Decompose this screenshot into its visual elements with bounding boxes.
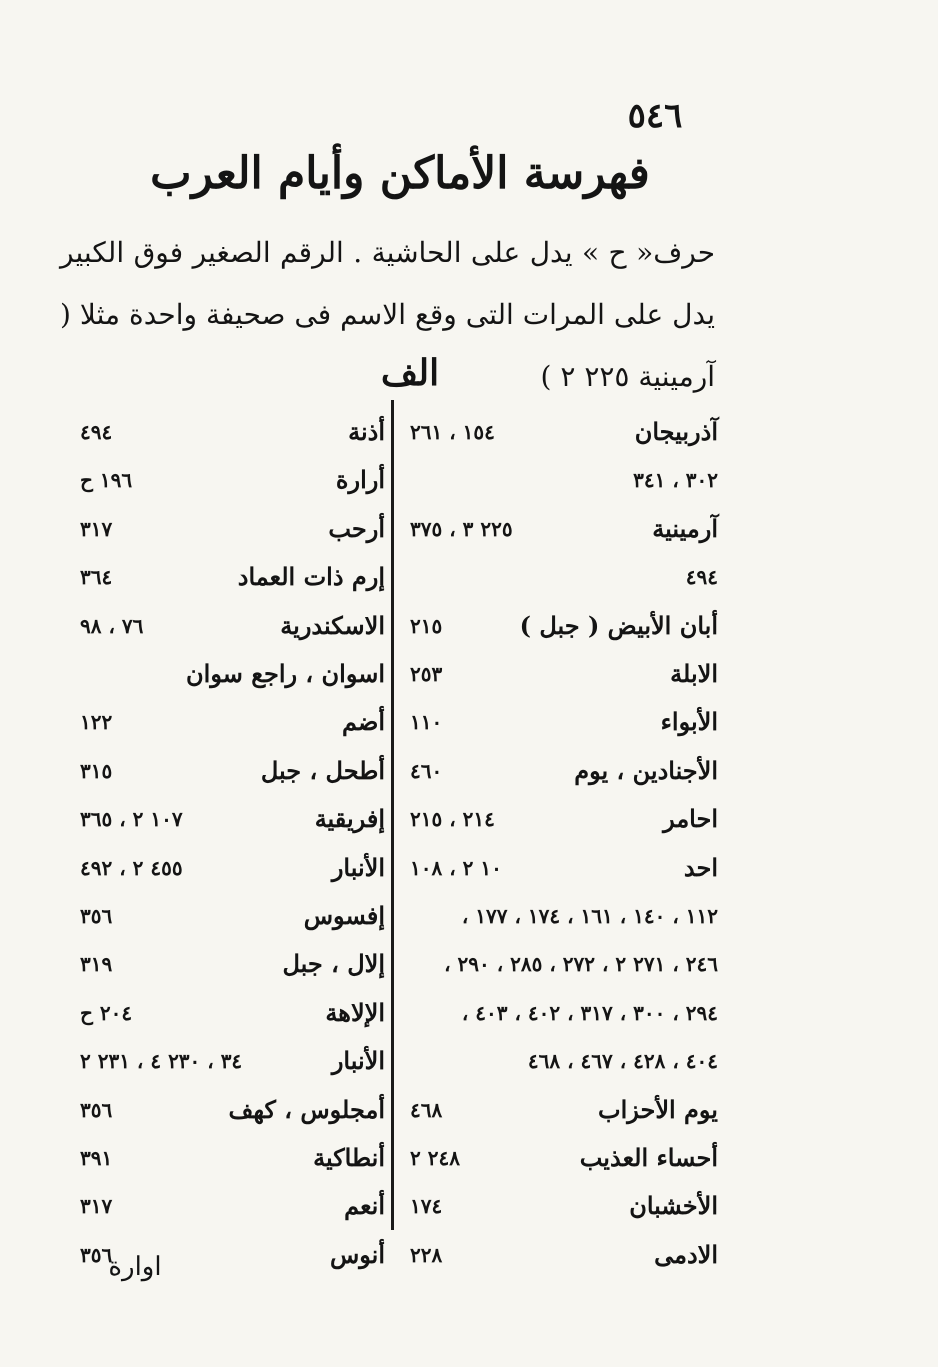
page-references: ٤٠٤ ، ٤٢٨ ، ٤٦٧ ، ٤٦٨ [527, 1049, 718, 1074]
place-name: أذنة [348, 417, 385, 446]
page-references: ٢٢٥ ٣ ، ٣٧٥ [410, 516, 513, 541]
intro-paragraph: حرف« ح » يدل على الحاشية . الرقم الصغير فوق الكبير يدل على المرات التى وقع الاسم فى صحيفة واحدة مثلا ( آرمينية ٢٢٥ ٢ ) [60, 236, 715, 393]
page-references: ٣١٧ [80, 1194, 113, 1219]
index-entry [400, 848, 718, 888]
section-heading: الف [380, 352, 440, 394]
place-name: إرم ذات العماد [237, 562, 385, 592]
page-references: ١٠٧ ٢ ، ٣٦٥ [80, 807, 183, 832]
place-name: أبان الأبيض ( جبل ) [519, 610, 718, 640]
place-name: آرمينية [652, 513, 718, 543]
place-name: أرارة [335, 465, 385, 495]
place-name: أضم [341, 707, 385, 737]
index-entry [70, 944, 385, 984]
page-references: ١٧٤ [410, 1194, 443, 1219]
place-name: إفسوس [303, 901, 385, 930]
page-references: ١١٠ [410, 710, 443, 735]
page-references: ٢١٤ ، ٢١٥ [410, 807, 495, 832]
place-name: آذربيجان [634, 417, 718, 446]
index-entry [70, 1041, 385, 1081]
index-entry [400, 1090, 718, 1130]
page-references: ٣٠٢ ، ٣٤١ [633, 468, 718, 493]
index-entry [70, 896, 385, 936]
page-references: ٢٥٣ [410, 662, 443, 686]
page-references: ٣٥٦ [80, 904, 113, 928]
index-entry [400, 896, 718, 936]
index-entry [400, 702, 718, 742]
page-references: ٢٤٨ ٢ [410, 1146, 460, 1170]
page-references: ١٠ ٢ ، ١٠٨ [410, 855, 502, 880]
page-references: ٣١٧ [80, 516, 113, 541]
page-references: ٣٩١ [80, 1146, 113, 1170]
index-entry [70, 412, 385, 452]
place-name: الأبواء [660, 707, 718, 737]
page-references: ٣٤ ، ٢٣٠ ٤ ، ٢٣١ ٢ [80, 1049, 243, 1074]
page-references: ٣٥٦ [80, 1242, 113, 1267]
index-entry [70, 1138, 385, 1178]
index-entry [400, 1138, 718, 1178]
place-name: اسوان ، راجع سوان [186, 659, 385, 688]
index-entry [70, 751, 385, 791]
place-name: أنعم [344, 1191, 385, 1221]
page-references: ٣١٩ [80, 952, 113, 977]
index-entry [400, 412, 718, 452]
place-name: أطحل ، جبل [260, 755, 385, 785]
place-name: أنوس [329, 1239, 385, 1269]
place-name: أحساء العذيب [579, 1143, 718, 1172]
place-name: الأجنادين ، يوم [574, 755, 718, 785]
index-entry [400, 944, 718, 984]
place-name: يوم الأحزاب [598, 1094, 718, 1124]
index-entry [70, 1090, 385, 1130]
place-name: احد [683, 852, 718, 882]
page-references: ٤٥٥ ٢ ، ٤٩٢ [80, 855, 183, 880]
page-references: ٤٩٤ [80, 420, 113, 444]
place-name: الأنبار [331, 1046, 385, 1076]
place-name: إفريقية [314, 804, 385, 834]
place-name: الأنبار [331, 852, 385, 882]
index-entry [400, 557, 718, 597]
place-name: الاسكندرية [280, 610, 385, 640]
index-entry [400, 1235, 718, 1275]
page-references: ٧٦ ، ٩٨ [80, 613, 144, 638]
index-entry [400, 509, 718, 549]
index-entry [70, 993, 385, 1033]
place-name: الابلة [670, 659, 718, 688]
index-entry [400, 1186, 718, 1226]
index-entry [400, 1041, 718, 1081]
page-references: ٢٠٤ ح [80, 1000, 133, 1025]
index-entry [400, 460, 718, 500]
column-divider [391, 400, 394, 1230]
index-entry [400, 751, 718, 791]
index-entry [70, 509, 385, 549]
page-references: ١٥٤ ، ٢٦١ [410, 420, 495, 444]
place-name: إلال ، جبل [282, 949, 385, 979]
page-references: ٤٦٨ [410, 1097, 443, 1122]
index-entry [70, 848, 385, 888]
page-references: ٢٢٨ [410, 1242, 443, 1267]
catchword: اوارة [108, 1252, 162, 1282]
page-references: ١٢٢ [80, 710, 113, 735]
page-references: ٣١٥ [80, 758, 113, 783]
place-name: أمجلوس ، كهف [228, 1094, 385, 1124]
index-entry [70, 1186, 385, 1226]
page-references: ١١٢ ، ١٤٠ ، ١٦١ ، ١٧٤ ، ١٧٧ ، [461, 904, 718, 928]
index-entry [70, 606, 385, 646]
page-references: ٣٦٤ [80, 565, 113, 590]
index-entry [70, 799, 385, 839]
index-entry [70, 557, 385, 597]
index-entry [400, 799, 718, 839]
page-title: فهرسة الأماكن وأيام العرب [150, 148, 650, 199]
index-entry [70, 702, 385, 742]
place-name: الادمى [654, 1239, 718, 1269]
page-references: ٣٥٦ [80, 1097, 113, 1122]
index-entry [400, 654, 718, 694]
page-number: ٥٤٦ [627, 96, 683, 136]
index-entry [70, 654, 385, 694]
place-name: الإلاهة [325, 997, 385, 1027]
page-references: ٤٦٠ [410, 758, 443, 783]
place-name: أنطاكية [313, 1143, 385, 1172]
place-name: الأخشبان [629, 1191, 718, 1221]
place-name: أرحب [328, 513, 385, 543]
index-entry [70, 460, 385, 500]
page-references: ٢٩٤ ، ٣٠٠ ، ٣١٧ ، ٤٠٢ ، ٤٠٣ ، [461, 1000, 718, 1025]
page-references: ٤٩٤ [685, 565, 718, 590]
index-entry [400, 606, 718, 646]
place-name: احامر [663, 804, 718, 834]
index-entry [400, 993, 718, 1033]
page-references: ٢٤٦ ، ٢٧١ ٢ ، ٢٧٢ ، ٢٨٥ ، ٢٩٠ ، [444, 952, 718, 977]
page-references: ١٩٦ ح [80, 468, 133, 493]
page-references: ٢١٥ [410, 613, 443, 638]
